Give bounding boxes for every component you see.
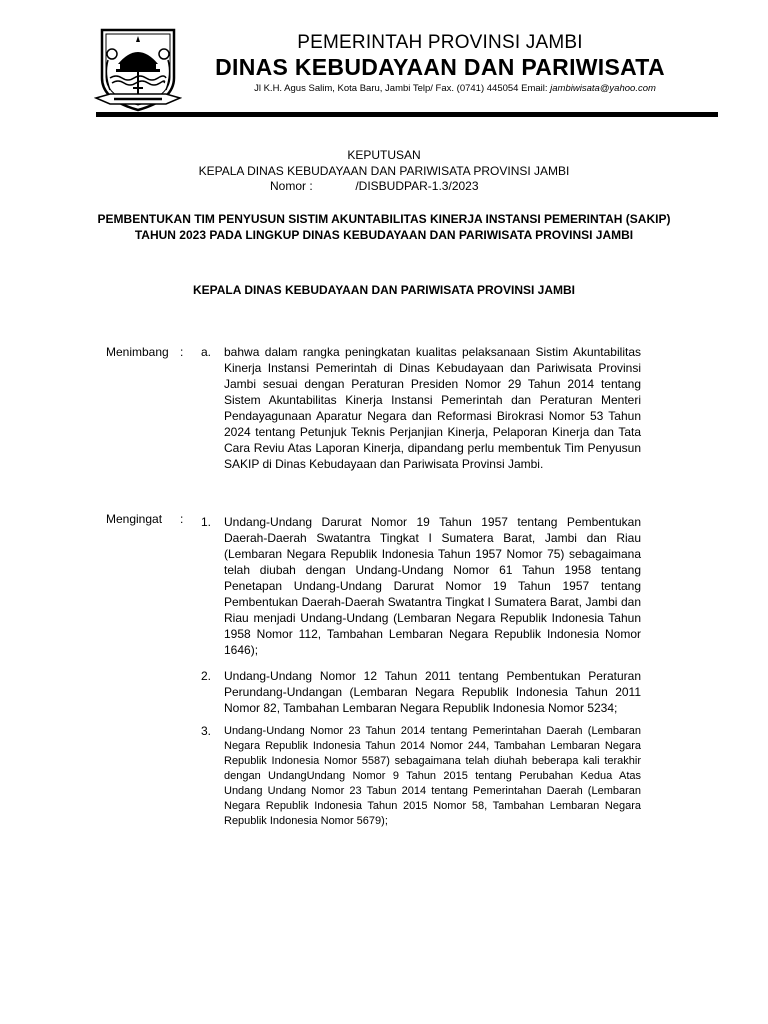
address-text: Jl K.H. Agus Salim, Kota Baru, Jambi Telp/ Fax. (0741) 445054 Email: (254, 83, 548, 94)
menimbang-item-mark: a. (201, 345, 212, 359)
province-emblem-icon (94, 24, 182, 112)
official-title: KEPALA DINAS KEBUDAYAAN DAN PARIWISATA PROVINSI JAMBI (192, 283, 576, 297)
mengingat-label: Mengingat (106, 512, 163, 526)
mengingat-item-text: Undang-Undang Darurat Nomor 19 Tahun 1957 tentang Pembentukan Daerah-Daerah Swatantra Tingkat I Sumatera Barat, Jambi dan Riau (Lembaran Negara Republik Indonesia Tahun 1957 Nomor 75) sebagaimana telah diubah dengan Undang-Undang Nomor 61 Tahun 1958 tentang Penetapan Undang-Undang Darurat Nomor 19 Tahun 1957 tentang Pembentukan Daerah-Daerah Swatantra Tingkat I Sumatera Barat, Jambi dan Riau menjadi Undang-Undang (Lembaran Negara Republik Indonesia Tahun 1958 Nomor 112, Tambahan Lembaran Negara Republik Indonesia Nomor 1646); (224, 515, 641, 657)
decree-issuer: KEPALA DINAS KEBUDAYAAN DAN PARIWISATA PROVINSI JAMBI (198, 164, 570, 178)
address-line (230, 82, 680, 96)
mengingat-item-text: Undang-Undang Nomor 23 Tahun 2014 tentang Pemerintahan Daerah (Lembaran Negara Republik Indonesia Tahun 2014 Nomor 244, Tambahan Lembaran Negara Republik Indonesia Nomor 5587) sebagaimana telah diuhah beberapa kali terakhir dengan UndangUndang Nomor 9 Tahun 2015 tentang Perubahan Kedua Atas Undang Undang Nomor 23 Tabun 2014 tentang Pemerintahan Daerah (Lembaran Negara Republik Indonesia Tahun 2015 Nomor 58, Tambahan Lembaran Negara Republik Indonesia Nomor 5679); (224, 725, 641, 827)
decree-type: KEPUTUSAN (347, 148, 421, 162)
letterhead-text (200, 32, 680, 96)
government-name: PEMERINTAH PROVINSI JAMBI (297, 32, 583, 53)
menimbang-item-text: bahwa dalam rangka peningkatan kualitas pelaksanaan Sistim Akuntabilitas Kinerja Instansi Pemerintah di Dinas Kebudayaan dan Pariwisata Provinsi Jambi sesuai dengan Peraturan Presiden Nomor 29 Tahun 2014 tentang Sistem Akuntabilitas Kinerja Instansi Pemerintah dan Peraturan Menteri Pendayagunaan Aparatur Negara dan Reformasi Birokrasi Nomor 53 Tahun 2024 tentang Petunjuk Teknis Perjanjian Kinerja, Pelaporan Kinerja dan Tata Cara Reviu Atas Laporan Kinerja, dipandang perlu membentuk Tim Penyusun SAKIP di Dinas Kebudayaan dan Pariwisata Provinsi Jambi. (224, 345, 641, 471)
mengingat-item-mark: 3. (201, 724, 212, 738)
menimbang-label: Menimbang (106, 345, 169, 359)
mengingat-item-mark: 2. (201, 669, 212, 683)
mengingat-item-mark: 1. (201, 515, 212, 529)
menimbang-colon: : (180, 345, 184, 359)
nomor-value: /DISBUDPAR-1.3/2023 (355, 179, 479, 193)
letterhead (0, 0, 768, 122)
decree-subject-line2: TAHUN 2023 PADA LINGKUP DINAS KEBUDAYAAN DAN PARIWISATA PROVINSI JAMBI (134, 228, 634, 242)
decree-subject-line1: PEMBENTUKAN TIM PENYUSUN SISTIM AKUNTABILITAS KINERJA INSTANSI PEMERINTAH (SAKIP) (97, 212, 671, 226)
decree-number (270, 179, 479, 193)
mengingat-colon: : (180, 512, 184, 526)
mengingat-item-text: Undang-Undang Nomor 12 Tahun 2011 tentang Pembentukan Peraturan Perundang-Undangan (Lembaran Negara Republik Indonesia Tahun 2011 Nomor 82, Tambahan Lembaran Negara Republik Indonesia Nomor 5234; (224, 669, 641, 715)
letterhead-rule (96, 112, 718, 117)
email-address: jambiwisata@yahoo.com (550, 83, 656, 94)
nomor-label: Nomor : (270, 179, 313, 193)
department-name: DINAS KEBUDAYAAN DAN PARIWISATA (215, 54, 665, 80)
